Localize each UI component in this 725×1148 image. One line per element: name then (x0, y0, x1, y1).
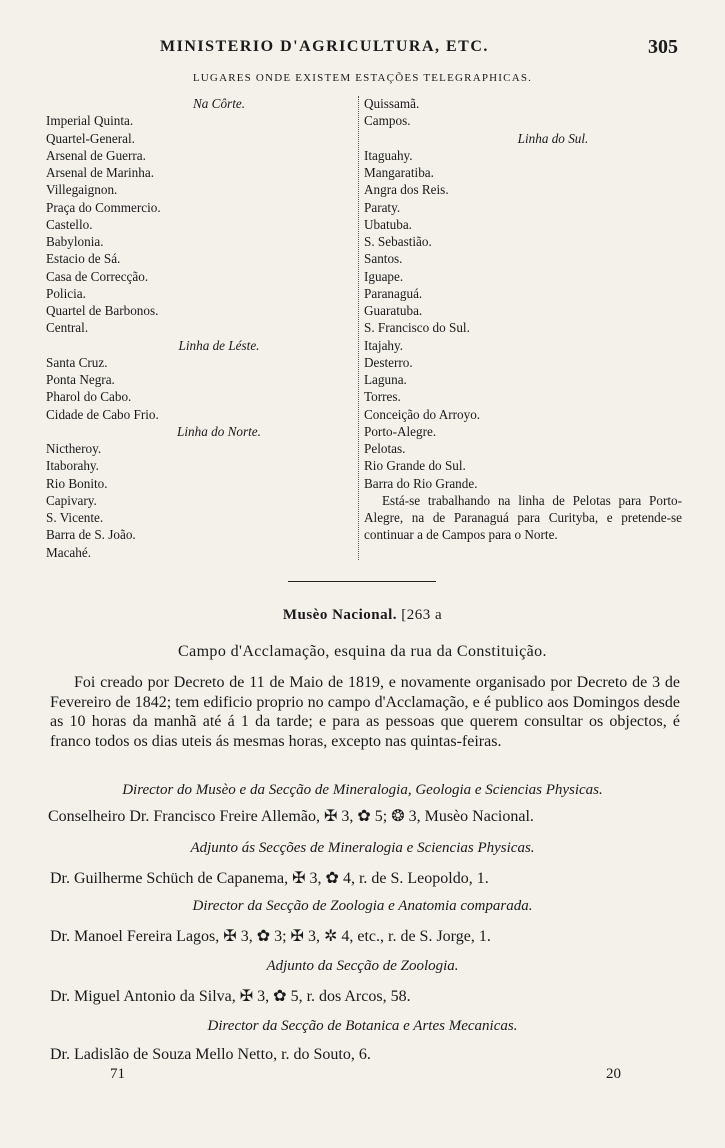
line-heading: Linha do Sul. (517, 130, 589, 146)
station-item: Torres. (364, 389, 401, 405)
station-item: Babylonia. (46, 234, 104, 249)
station-item: Campos. (364, 113, 411, 129)
station-item: Central. (46, 320, 89, 336)
left-column-station-list (46, 95, 352, 561)
right-column-station-list (364, 95, 682, 544)
staff-person: Dr. Manoel Fereira Lagos, ✠ 3, ✿ 3; ✠ 3, ✲ 4, etc., r. de S. Jorge, 1. (50, 928, 491, 945)
station-item: Desterro. (364, 354, 413, 370)
station-item: Barra do Rio Grande. (364, 475, 478, 491)
line-heading: Linha do Norte. (177, 423, 261, 439)
section-subheader: LUGARES ONDE EXISTEM ESTAÇÕES TELEGRAPHICAS. (192, 72, 533, 84)
museum-reference: [263 a (401, 607, 443, 623)
station-item: Cidade de Cabo Frio. (46, 406, 159, 422)
station-item: Quartel-General. (46, 130, 135, 146)
station-item: S. Sebastião. (364, 234, 432, 249)
line-heading: Na Côrte. (192, 96, 246, 111)
line-heading: Linha de Léste. (178, 337, 260, 353)
staff-person: Dr. Miguel Antonio da Silva, ✠ 3, ✿ 5, r. dos Arcos, 58. (50, 988, 411, 1005)
station-item: Quartel de Barbonos. (46, 303, 159, 318)
station-item: Paraty. (364, 199, 401, 215)
station-item: Santa Cruz. (46, 354, 108, 370)
page-number: 305 (648, 36, 678, 58)
station-item: Paranaguá. (364, 285, 423, 301)
station-item: Mangaratiba. (364, 165, 434, 180)
staff-role: Director do Musèo e da Secção de Mineralogia, Geologia e Sciencias Physicas. (122, 782, 603, 798)
construction-note: Está-se trabalhando na linha de Pelotas para Porto-Alegre, na de Paranaguá para Curityba, e pretende-se continuar a de Campos para o Norte. (364, 492, 682, 543)
station-item: Arsenal de Marinha. (46, 165, 155, 180)
station-item: Santos. (364, 251, 403, 267)
station-item: Estacio de Sá. (46, 251, 121, 267)
running-header: MINISTERIO D'AGRICULTURA, ETC. (160, 38, 489, 55)
station-item: Itaborahy. (46, 458, 99, 474)
station-item: Laguna. (364, 372, 407, 387)
station-item: Castello. (46, 216, 93, 232)
station-item: S. Vicente. (46, 510, 104, 525)
staff-role: Director da Secção de Zoologia e Anatomia comparada. (192, 898, 533, 914)
staff-person: Dr. Guilherme Schüch de Capanema, ✠ 3, ✿ 4, r. de S. Leopoldo, 1. (50, 870, 489, 887)
staff-role: Adjunto ás Secções de Mineralogia e Sciencias Physicas. (190, 840, 535, 856)
station-item: S. Francisco do Sul. (364, 320, 470, 336)
station-item: Praça do Commercio. (46, 199, 161, 215)
station-item: Conceição do Arroyo. (364, 406, 481, 422)
museum-description: Foi creado por Decreto de 11 de Maio de 1819, e novamente organisado por Decreto de 3 de Fevereiro de 1842; tem edificio proprio no campo d'Acclamação, e é publico aos Domingos desde as 10 horas da manhã até á 1 da tarde; e para as pessoas que querem consultar os objectos, é franco todos os dias uteis ás mesmas horas, excepto nas quintas-feiras. (50, 674, 680, 750)
station-item: Porto-Alegre. (364, 423, 437, 439)
signature-mark-right: 20 (606, 1066, 621, 1082)
station-item: Pharol do Cabo. (46, 389, 132, 405)
station-item: Arsenal de Guerra. (46, 147, 146, 163)
station-item: Itaguahy. (364, 147, 413, 163)
station-item: Capivary. (46, 492, 97, 508)
museum-heading (0, 607, 725, 624)
station-item: Rio Bonito. (46, 475, 108, 491)
station-item: Nictheroy. (46, 441, 102, 456)
staff-role: Adjunto da Secção de Zoologia. (266, 958, 459, 974)
station-item: Barra de S. João. (46, 527, 136, 543)
station-item: Guaratuba. (364, 303, 423, 318)
station-item: Imperial Quinta. (46, 113, 134, 129)
station-item: Iguape. (364, 268, 404, 284)
station-item: Ponta Negra. (46, 372, 115, 387)
museum-name: Musèo Nacional. (282, 607, 397, 623)
station-item: Itajahy. (364, 337, 404, 353)
station-item: Macahé. (46, 544, 92, 560)
station-item: Casa de Correcção. (46, 268, 149, 284)
station-item: Policia. (46, 285, 86, 301)
staff-role: Director da Secção de Botanica e Artes Mecanicas. (207, 1018, 518, 1034)
column-divider (358, 96, 360, 560)
station-item: Quissamã. (364, 96, 420, 111)
staff-person: Conselheiro Dr. Francisco Freire Allemão, ✠ 3, ✿ 5; ❂ 3, Musèo Nacional. (48, 808, 534, 825)
section-separator (288, 581, 436, 582)
signature-mark-left: 71 (110, 1066, 125, 1082)
station-item: Pelotas. (364, 441, 406, 456)
staff-person: Dr. Ladislão de Souza Mello Netto, r. do Souto, 6. (50, 1046, 371, 1063)
museum-address: Campo d'Acclamação, esquina da rua da Constituição. (178, 643, 547, 660)
station-item: Villegaignon. (46, 182, 118, 198)
station-item: Rio Grande do Sul. (364, 458, 466, 474)
station-item: Ubatuba. (364, 216, 412, 232)
station-item: Angra dos Reis. (364, 182, 449, 198)
